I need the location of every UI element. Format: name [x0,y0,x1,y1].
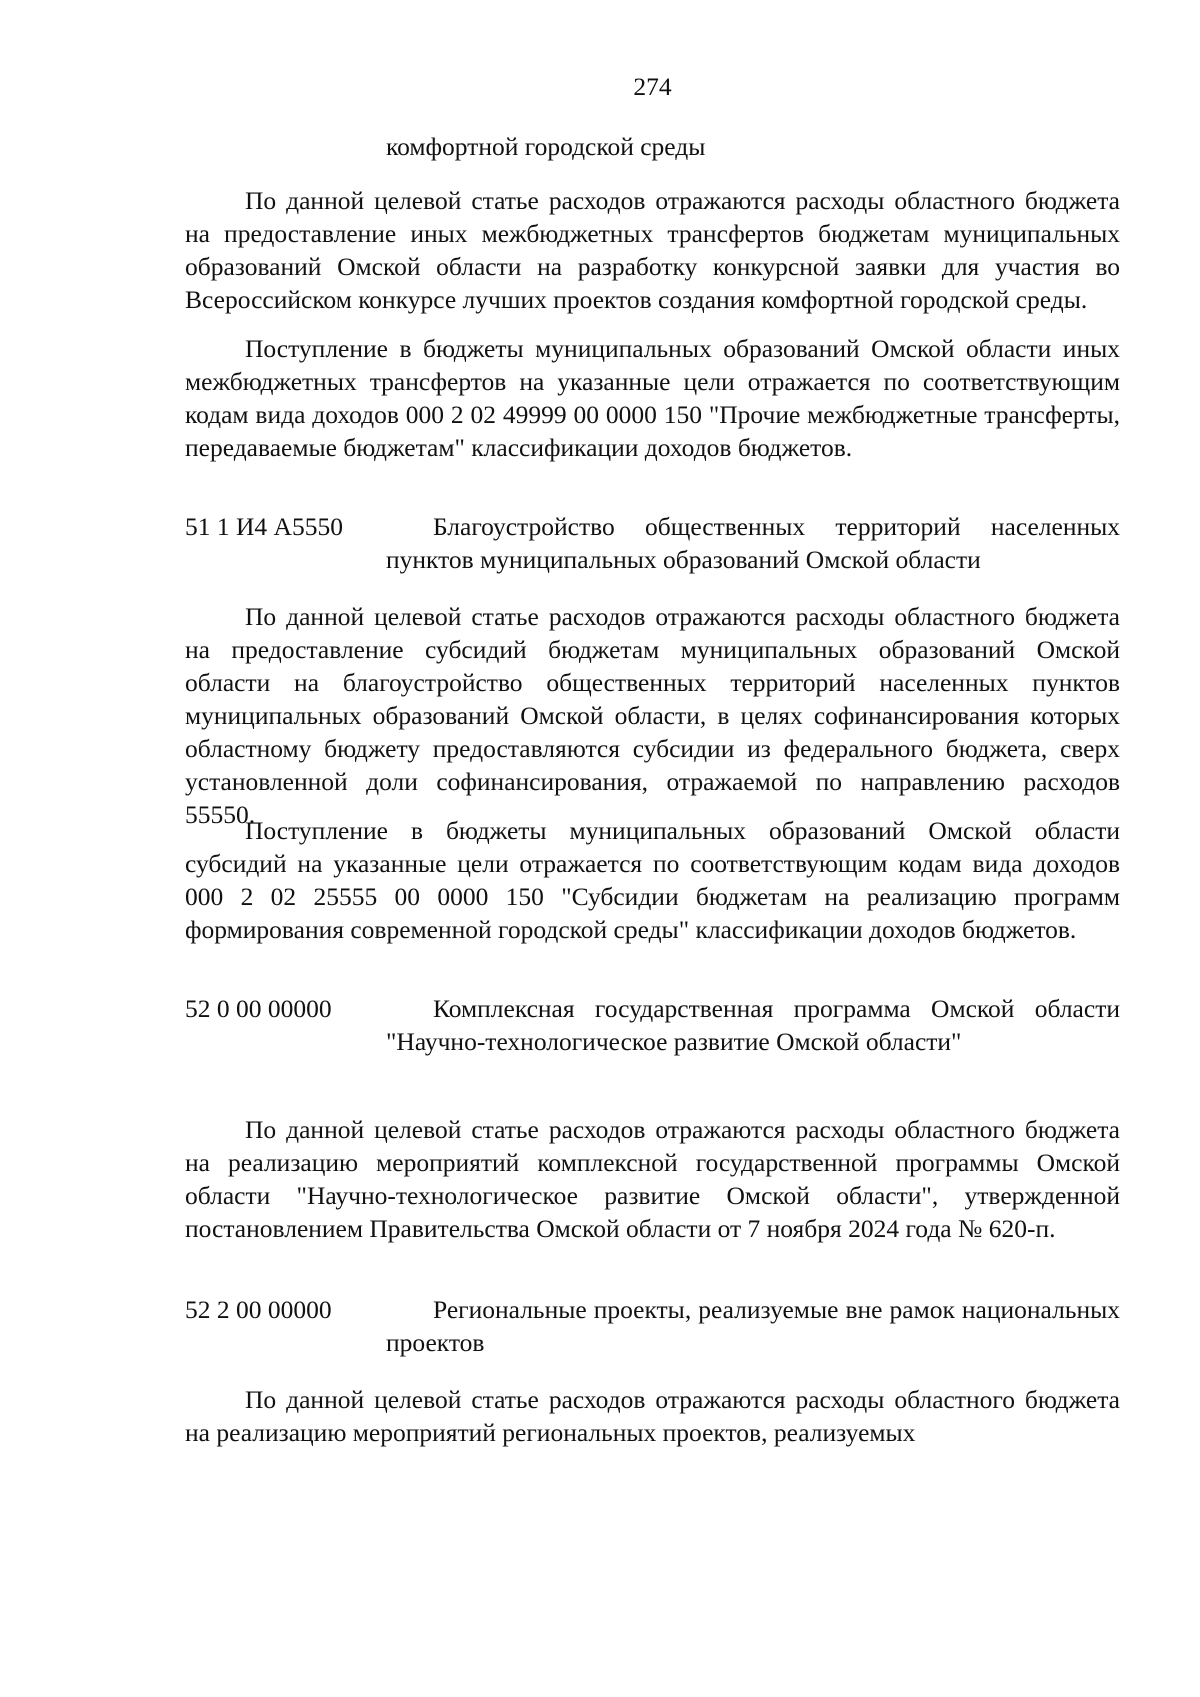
page-number: 274 [633,72,672,101]
paragraph: Поступление в бюджеты муниципальных образований Омской области иных межбюджетных трансфертов на указанные цели отражается по соответствующим кодам вида доходов 000 2 02 49999 00 0000 150 "Прочие межбюджетные трансферты, передаваемые бюджетам" классификации доходов бюджетов. [185,334,1120,462]
paragraph: По данной целевой статье расходов отражаются расходы областного бюджета на реализацию мероприятий комплексной государственной программы Омской области "Научно-технологическое развитие Омской области", утвержденной постановлением Правительства Омской области от 7 ноября 2024 года № 620-п. [185,1115,1120,1243]
entry-title: Региональные проекты, реализуемые вне рамок национальных проектов [386,1295,1120,1357]
budget-entry [185,510,1120,576]
entry-code: 51 1 И4 А5550 [185,512,343,541]
paragraph: По данной целевой статье расходов отражаются расходы областного бюджета на предоставление субсидий бюджетам муниципальных образований Омской области на благоустройство общественных территорий населенных пунктов муниципальных образований Омской области, в целях софинансирования которых областному бюджету предоставляются субсидии из федерального бюджета, сверх установленной доли софинансирования, отражаемой по направлению расходов 55550. [185,602,1120,829]
paragraph: Поступление в бюджеты муниципальных образований Омской области субсидий на указанные цели отражается по соответствующим кодам вида доходов 000 2 02 25555 00 0000 150 "Субсидии бюджетам на реализацию программ формирования современной городской среды" классификации доходов бюджетов. [185,816,1120,944]
entry-title: Благоустройство общественных территорий населенных пунктов муниципальных образований Омской области [386,512,1120,574]
budget-entry [185,1293,1120,1359]
entry-code: 52 0 00 00000 [185,994,332,1023]
entry-title: Комплексная государственная программа Омской области "Научно-технологическое развитие Омской области" [386,994,1120,1056]
budget-entry [185,992,1120,1058]
paragraph: По данной целевой статье расходов отражаются расходы областного бюджета на предоставление иных межбюджетных трансфертов бюджетам муниципальных образований Омской области на разработку конкурсной заявки для участия во Всероссийском конкурсе лучших проектов создания комфортной городской среды. [185,186,1120,314]
heading-continuation: комфортной городской среды [386,132,706,161]
paragraph: По данной целевой статье расходов отражаются расходы областного бюджета на реализацию мероприятий региональных проектов, реализуемых [185,1385,1120,1447]
entry-code: 52 2 00 00000 [185,1295,332,1324]
